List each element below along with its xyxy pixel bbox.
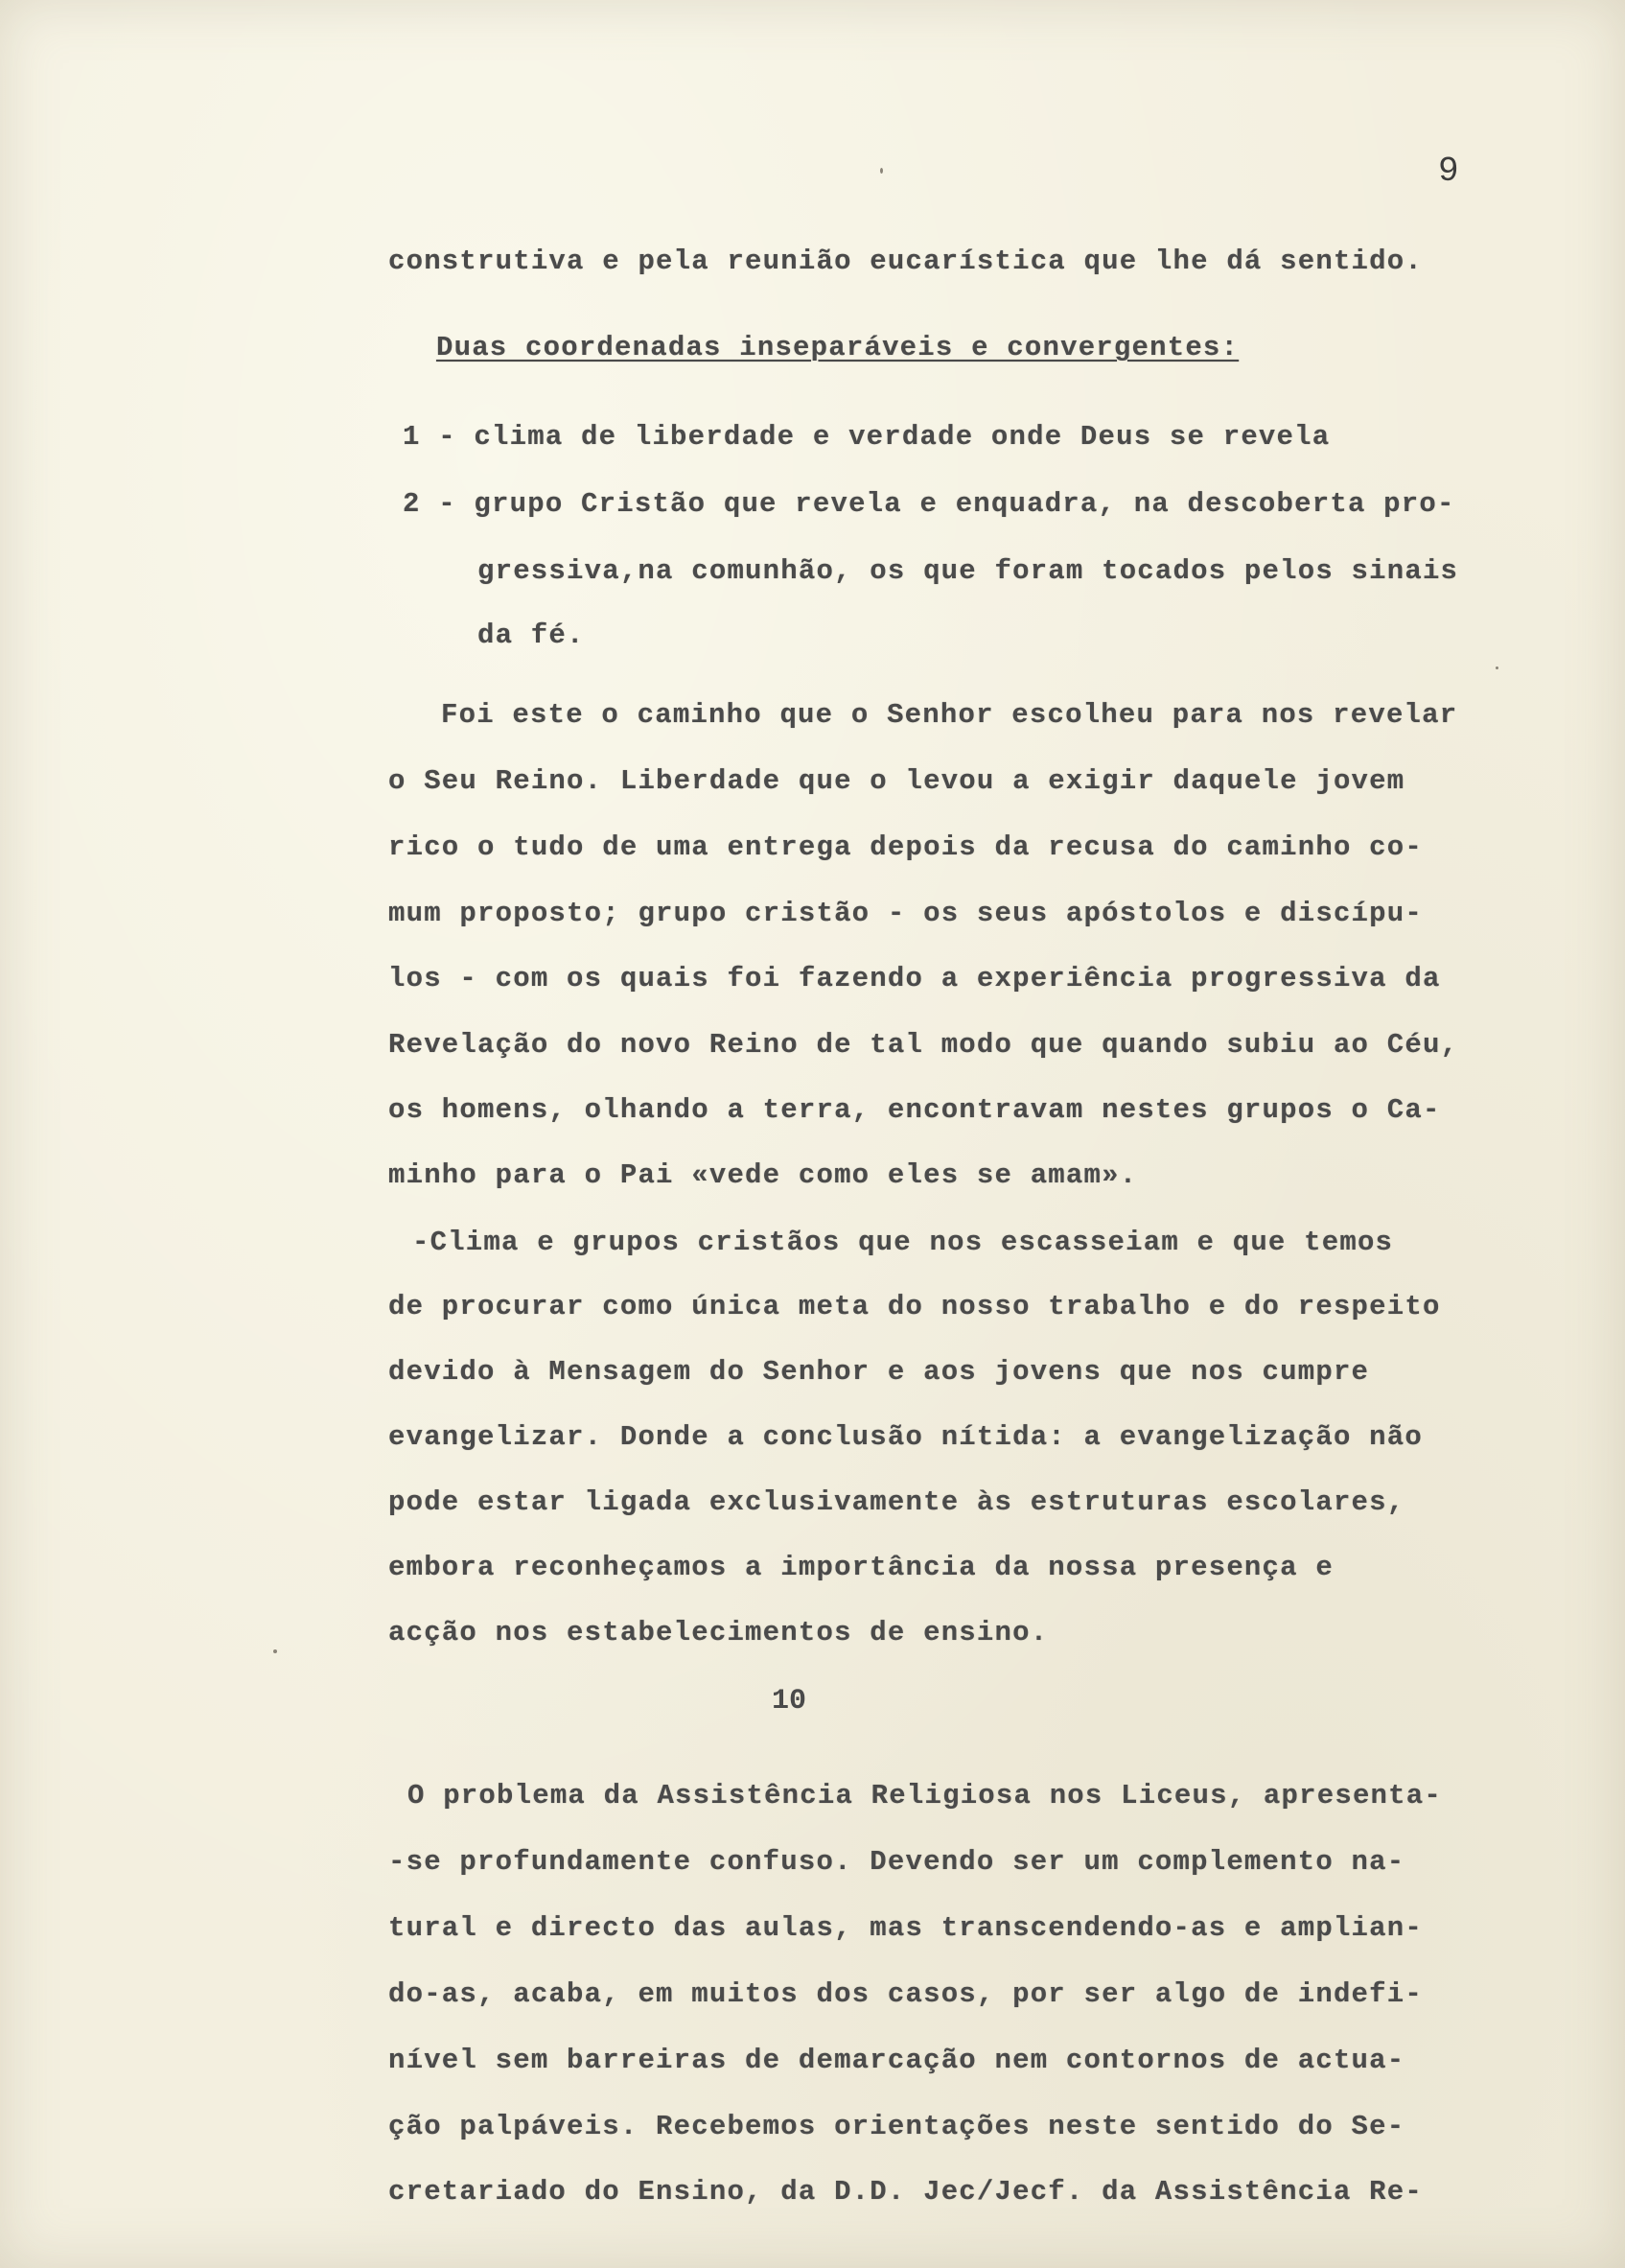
paper-speck xyxy=(880,168,883,174)
paragraph-line: mum proposto; grupo cristão - os seus apóstolos e discípu- xyxy=(388,898,1423,929)
paragraph-line: embora reconheçamos a importância da nossa presença e xyxy=(388,1552,1334,1583)
paragraph-line: devido à Mensagem do Senhor e aos jovens que nos cumpre xyxy=(388,1356,1370,1388)
paragraph-line: acção nos estabelecimentos de ensino. xyxy=(388,1617,1049,1648)
paragraph-line: O problema da Assistência Religiosa nos Liceus, apresenta- xyxy=(407,1780,1442,1812)
list-item-2: 2 - grupo Cristão que revela e enquadra, na descoberta pro- xyxy=(403,488,1455,520)
list-item-2-cont: gressiva,na comunhão, os que foram tocados pelos sinais xyxy=(477,555,1459,587)
page-number: 9 xyxy=(1438,152,1459,191)
paragraph-line: evangelizar. Donde a conclusão nítida: a evangelização não xyxy=(388,1421,1423,1453)
paragraph-line: cretariado do Ensino, da D.D. Jec/Jecf. da Assistência Re- xyxy=(388,2176,1423,2208)
paragraph-line: o Seu Reino. Liberdade que o levou a exigir daquele jovem xyxy=(388,765,1405,797)
paragraph-line: de procurar como única meta do nosso trabalho e do respeito xyxy=(388,1291,1441,1322)
paragraph-line: pode estar ligada exclusivamente às estruturas escolares, xyxy=(388,1486,1405,1518)
paragraph-line: Foi este o caminho que o Senhor escolheu para nos revelar xyxy=(441,699,1458,731)
paragraph-line: minho para o Pai «vede como eles se amam». xyxy=(388,1159,1138,1191)
paragraph-line: do-as, acaba, em muitos dos casos, por ser algo de indefi- xyxy=(388,1978,1423,2010)
paragraph-line: Revelação do novo Reino de tal modo que quando subiu ao Céu, xyxy=(388,1029,1459,1061)
paragraph-line: los - com os quais foi fazendo a experiência progressiva da xyxy=(388,963,1441,994)
paragraph-line: ção palpáveis. Recebemos orientações neste sentido do Se- xyxy=(388,2111,1405,2142)
list-item-2-end: da fé. xyxy=(477,620,585,651)
paragraph-line: rico o tudo de uma entrega depois da recusa do caminho co- xyxy=(388,831,1423,863)
paragraph-line: -Clima e grupos cristãos que nos escasseiam e que temos xyxy=(412,1227,1394,1258)
list-item-1: 1 - clima de liberdade e verdade onde Deus se revela xyxy=(403,421,1331,453)
section-number: 10 xyxy=(772,1685,807,1718)
paragraph-line: nível sem barreiras de demarcação nem contornos de actua- xyxy=(388,2045,1405,2076)
text-line-1: construtiva e pela reunião eucarística que lhe dá sentido. xyxy=(388,246,1423,277)
section-heading xyxy=(436,331,1239,365)
paragraph-line: -se profundamente confuso. Devendo ser um complemento na- xyxy=(388,1846,1405,1878)
underlined-heading: Duas coordenadas inseparáveis e convergentes: xyxy=(436,332,1240,363)
paragraph-line: tural e directo das aulas, mas transcendendo-as e amplian- xyxy=(388,1912,1423,1944)
paper-speck xyxy=(1496,666,1498,669)
paragraph-line: os homens, olhando a terra, encontravam nestes grupos o Ca- xyxy=(388,1094,1441,1126)
paper-speck xyxy=(273,1649,277,1653)
